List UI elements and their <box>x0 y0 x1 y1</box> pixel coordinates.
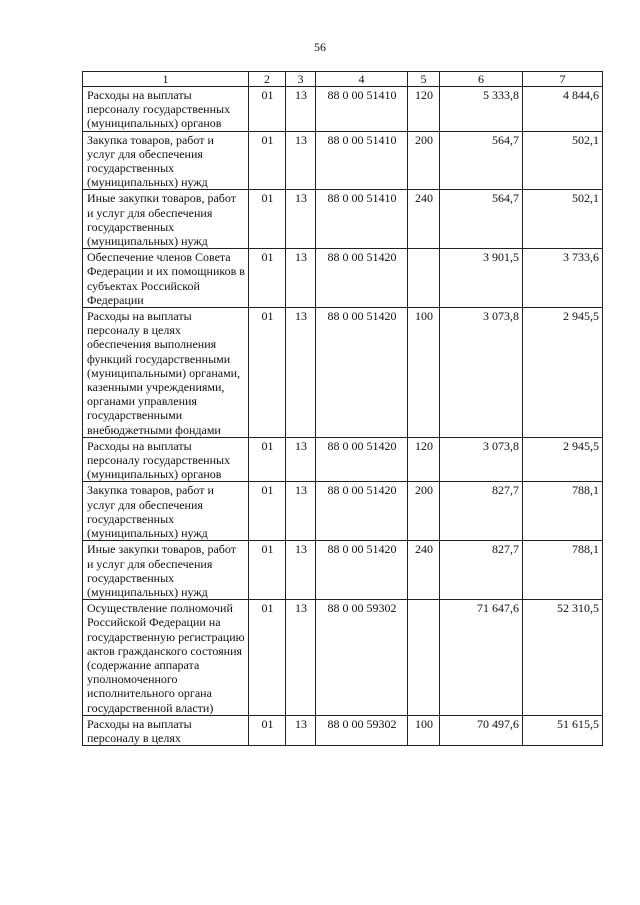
expense-name: Расходы на выплаты персоналу государственных (муниципальных) органов <box>83 87 249 132</box>
table-row <box>83 482 603 541</box>
target-article-code: 88 0 00 51410 <box>316 87 408 132</box>
table-row <box>83 541 603 600</box>
amount-column-7: 2 945,5 <box>523 437 603 482</box>
amount-column-6: 3 073,8 <box>440 308 523 438</box>
expense-type-code: 240 <box>408 190 440 249</box>
amount-column-7: 502,1 <box>523 190 603 249</box>
expense-type-code: 240 <box>408 541 440 600</box>
expense-type-code: 120 <box>408 437 440 482</box>
expense-type-code: 200 <box>408 482 440 541</box>
section-code: 01 <box>249 715 286 745</box>
table-row <box>83 190 603 249</box>
subsection-code: 13 <box>286 482 316 541</box>
amount-column-7: 788,1 <box>523 482 603 541</box>
expense-type-code <box>408 600 440 716</box>
target-article-code: 88 0 00 51420 <box>316 437 408 482</box>
subsection-code: 13 <box>286 308 316 438</box>
amount-column-6: 3 901,5 <box>440 249 523 308</box>
amount-column-7: 2 945,5 <box>523 308 603 438</box>
expense-name: Обеспечение членов Совета Федерации и их помощников в субъектах Российской Федерации <box>83 249 249 308</box>
expense-type-code: 120 <box>408 87 440 132</box>
column-header: 4 <box>316 72 408 87</box>
table-row <box>83 249 603 308</box>
amount-column-6: 5 333,8 <box>440 87 523 132</box>
expense-type-code: 100 <box>408 308 440 438</box>
amount-column-6: 827,7 <box>440 541 523 600</box>
amount-column-7: 502,1 <box>523 131 603 190</box>
expense-name: Осуществление полномочий Российской Федерации на государственную регистрацию актов гражданского состояния (содержание аппарата уполномоченного исполнительного органа государственной власти) <box>83 600 249 716</box>
section-code: 01 <box>249 87 286 132</box>
column-header: 7 <box>523 72 603 87</box>
table-row <box>83 600 603 716</box>
section-code: 01 <box>249 308 286 438</box>
target-article-code: 88 0 00 51420 <box>316 482 408 541</box>
expense-type-code: 100 <box>408 715 440 745</box>
amount-column-6: 564,7 <box>440 190 523 249</box>
amount-column-7: 52 310,5 <box>523 600 603 716</box>
column-header: 3 <box>286 72 316 87</box>
amount-column-7: 51 615,5 <box>523 715 603 745</box>
expense-name: Расходы на выплаты персоналу в целях обеспечения выполнения функций государственными (муниципальными) органами, казенными учреждениями, органами управления государственными внебюджетными фондами <box>83 308 249 438</box>
target-article-code: 88 0 00 51420 <box>316 541 408 600</box>
expense-name: Иные закупки товаров, работ и услуг для обеспечения государственных (муниципальных) нужд <box>83 190 249 249</box>
table-row <box>83 715 603 745</box>
subsection-code: 13 <box>286 437 316 482</box>
expense-name: Закупка товаров, работ и услуг для обеспечения государственных (муниципальных) нужд <box>83 131 249 190</box>
target-article-code: 88 0 00 51420 <box>316 308 408 438</box>
table-row <box>83 308 603 438</box>
table-header-row <box>83 72 603 87</box>
subsection-code: 13 <box>286 190 316 249</box>
section-code: 01 <box>249 190 286 249</box>
amount-column-6: 70 497,6 <box>440 715 523 745</box>
section-code: 01 <box>249 249 286 308</box>
target-article-code: 88 0 00 59302 <box>316 600 408 716</box>
expense-name: Расходы на выплаты персоналу государственных (муниципальных) органов <box>83 437 249 482</box>
subsection-code: 13 <box>286 600 316 716</box>
amount-column-7: 3 733,6 <box>523 249 603 308</box>
section-code: 01 <box>249 437 286 482</box>
page-number: 56 <box>314 40 326 54</box>
expense-type-code: 200 <box>408 131 440 190</box>
section-code: 01 <box>249 541 286 600</box>
expense-name: Иные закупки товаров, работ и услуг для обеспечения государственных (муниципальных) нужд <box>83 541 249 600</box>
budget-table <box>82 71 603 746</box>
amount-column-7: 4 844,6 <box>523 87 603 132</box>
section-code: 01 <box>249 600 286 716</box>
table-row <box>83 437 603 482</box>
column-header: 5 <box>408 72 440 87</box>
target-article-code: 88 0 00 51410 <box>316 190 408 249</box>
amount-column-7: 788,1 <box>523 541 603 600</box>
subsection-code: 13 <box>286 131 316 190</box>
table-row <box>83 131 603 190</box>
subsection-code: 13 <box>286 249 316 308</box>
section-code: 01 <box>249 131 286 190</box>
amount-column-6: 827,7 <box>440 482 523 541</box>
expense-name: Закупка товаров, работ и услуг для обеспечения государственных (муниципальных) нужд <box>83 482 249 541</box>
column-header: 2 <box>249 72 286 87</box>
amount-column-6: 3 073,8 <box>440 437 523 482</box>
expense-name: Расходы на выплаты персоналу в целях <box>83 715 249 745</box>
column-header: 1 <box>83 72 249 87</box>
expense-type-code <box>408 249 440 308</box>
amount-column-6: 71 647,6 <box>440 600 523 716</box>
subsection-code: 13 <box>286 87 316 132</box>
target-article-code: 88 0 00 59302 <box>316 715 408 745</box>
table-row <box>83 87 603 132</box>
column-header: 6 <box>440 72 523 87</box>
amount-column-6: 564,7 <box>440 131 523 190</box>
subsection-code: 13 <box>286 541 316 600</box>
subsection-code: 13 <box>286 715 316 745</box>
target-article-code: 88 0 00 51410 <box>316 131 408 190</box>
section-code: 01 <box>249 482 286 541</box>
target-article-code: 88 0 00 51420 <box>316 249 408 308</box>
